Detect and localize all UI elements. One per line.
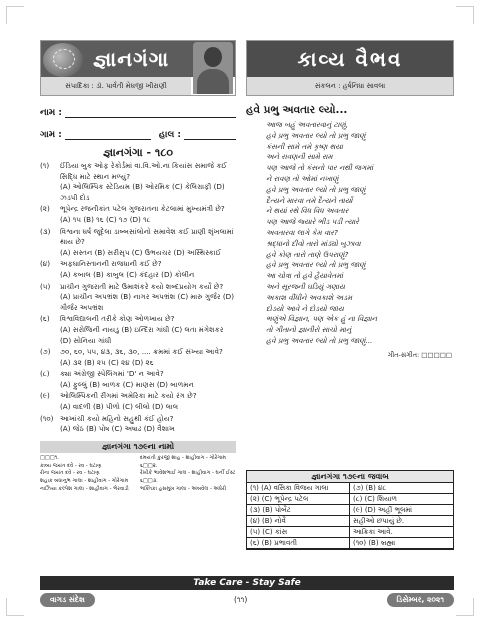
winners-list	[40, 455, 236, 494]
question-options: (A) સરોજિની નાયડુ (B) ઇન્દિરા ગાંધી (C) લતા મંગેશકર (D) સોનિયા ગાંધી	[60, 324, 224, 345]
question-number: (૧)	[40, 161, 50, 170]
winner-name: ભક્તિકા હસમુખ ગાલા - અંબવેલ - અંધેરી	[140, 486, 227, 493]
poem-title: હવે પ્રભુ અવતાર લ્યો...	[246, 104, 348, 116]
question-text: ક્યા અંગ્રેજી સ્પેલિંગમાં 'D' ન આવે?	[60, 369, 164, 379]
question-options: (A) ૩૨ (B) ૨૫ (C) ૨૪ (D) ૨૬	[60, 357, 154, 367]
gnanganga-title: જ્ઞાનગંગા	[93, 47, 170, 71]
question-text: અફઘાનિસ્તાનની રાજધાની કઈ છે?	[60, 259, 162, 269]
poem-line: કંસની સામે તમે કૃષ્ણ થયા	[266, 141, 343, 151]
poem-body	[266, 120, 454, 347]
question-options: (A) કબાલ (B) કાબુલ (C) કંદહાર (D) કોલીન	[60, 269, 195, 279]
question-options: (A) પ્રાચીન અપભ્રંશ (B) નાગર અપભ્રંશ (C) મારુ ગુર્જર (D) ગૌર્જર અપભ્રંશ	[60, 292, 235, 312]
poem-line: પણ આજે જ્યારે ભીડ પડી ત્યારે	[266, 217, 359, 227]
question-item	[40, 161, 236, 203]
poem-line: ને રાવણ તો ઓમાં નખાણું	[266, 173, 339, 183]
answer-cell: (૧૦) (B) બ્રહ્મા	[350, 538, 453, 549]
magazine-name: વાગડ સંદેશ	[40, 593, 95, 607]
answer-cell: (૮) (C) શિયાળ	[350, 494, 453, 505]
poem-line: આ ચોત્રા તો હવે હૈયાવેતમાં	[266, 271, 343, 281]
answer-cell: (૭) (B) ૪૮	[350, 483, 453, 494]
compiler-credit: સંકલન : હર્ષનિધા સાવલા	[247, 77, 453, 95]
question-item	[40, 227, 236, 259]
answer-cell: (૫) (C) કાંસ	[247, 527, 350, 538]
question-options: (A) સસ્તન (B) સરીસૃપ (C) ઉભયચર (D) અસ્થિસ્કાઈ	[60, 247, 222, 257]
question-item	[40, 414, 236, 435]
answer-key-title: જ્ઞાનગંગા ૧૭૯ના જવાબ	[247, 471, 453, 483]
poem-line: અને સૂરજની ઘડિયું ગણાય	[266, 281, 345, 291]
kavya-banner	[246, 40, 454, 96]
question-number: (૪)	[40, 259, 51, 269]
poem-line: હવે પ્રભુ અવતાર લ્યો તો પ્રભુ જાણું...	[266, 335, 373, 345]
question-number: (૯)	[40, 391, 50, 401]
quiz-column	[40, 40, 236, 494]
question-item	[40, 391, 236, 412]
page-number: (૧૧)	[234, 595, 248, 604]
song-credit: ગીત-સંગીત: □□□□□	[387, 350, 452, 359]
answer-cell: (૯) (D) અહીં ભૂલમાં	[350, 505, 453, 516]
question-text: વિશ્વવિદ્યાલની તરીકે કોણ ઓળખાય છે?	[60, 314, 175, 324]
slogan-bar: Take Care - Stay Safe	[40, 576, 454, 590]
page-footer	[40, 592, 454, 608]
question-item	[40, 282, 236, 314]
poem-line: દોડયો આવે ને દોડયો જાય	[266, 303, 344, 313]
winner-name: રીના જયંત દવે - રવ - ઘટાણ	[40, 470, 100, 477]
answer-cell: (૬) (B) પ્રભાવતી	[247, 538, 350, 549]
kavya-title: કાવ્ય વૈભવ	[297, 47, 403, 71]
question-options: (A) ઓલિમ્પિક સ્ટેડિયમ (B) ઓરમિક (C) કેલિગ્રાફી (D) ઝડપી દોડ	[60, 182, 225, 202]
poem-line: પણ આજે તો કંસનો પાર નથી જગમાં	[266, 163, 374, 173]
question-text: ઓલિમ્પિકની રીંગમાં અમેરિકા માટે કયો રંગ છે?	[60, 391, 197, 401]
winner-name: નાઝિયા કલ્પેશ ગાલા - શાહીવાગ - ભેરવાડી	[40, 486, 129, 493]
winner-name: શહાક બધાનુભ ગાલા - શાહીવાગ - ગોરેગામ	[40, 478, 129, 485]
winners-header: જ્ઞાનગંગા ૧૭૯ના નામો	[40, 441, 236, 453]
corner-mark	[456, 598, 474, 616]
answer-key-box	[246, 470, 454, 550]
winner-name: ૬□□૩.	[140, 478, 158, 485]
answer-cell: (૩) (B) પોર્બેટ	[247, 505, 350, 516]
answer-cell: આક્રિકા આવે.	[350, 527, 453, 538]
poem-line: અને રાવણની સામે રામ	[266, 152, 333, 162]
poem-line: હવે પ્રભુ અવતાર લ્યો તો પ્રભુ જાણું	[266, 260, 366, 270]
editor-portrait	[193, 42, 233, 94]
question-options: (A) ૧૫ (B) ૧૬ (C) ૧૭ (D) ૧૮	[60, 214, 151, 224]
poem-line: દૈત્યને મારવા તમે દૈત્યને તાર્યો	[266, 195, 353, 205]
corner-mark	[6, 6, 24, 24]
question-item	[40, 314, 236, 346]
corner-mark	[456, 6, 474, 24]
issue-date: ડિસેમ્બર, ૨૦૨૧	[387, 593, 454, 607]
answer-cell: (૪) (B) નોર્વે	[247, 516, 350, 527]
question-text: ભૂપેન્દ્ર રજનીકાંત પટેલ ગુજરાતના કેટલામાં મુખ્યમંત્રી છે?	[60, 204, 225, 214]
poem-line: શ્રદ્ધાનો દીવો તારો માંડ્યો બુઝાવા	[266, 238, 361, 248]
question-text: ઈંડિયા બુક ઓફ રેકોર્ડમાં વા.વિ.ઓ.ના કિયાંસ સમાજે કઈ સિદ્ધિ માટે સ્થાન મળ્યું?	[60, 161, 227, 181]
editor-credit: સંપાદિકા : ડૉ. પાર્વતી મેઘજી ખીરાણી	[41, 77, 191, 95]
corner-mark	[6, 598, 24, 616]
question-text: વિશ્વના ઘર્ષ જૂદેલા ડાબ્બસાંલોનો સમાવેશ કઈ પ્રાણી શૃંખલામાં થાય છે?	[60, 226, 234, 247]
question-item	[40, 369, 236, 390]
village-address-field[interactable]: ગામ : હાલ :	[40, 126, 236, 140]
poem-line: અકાશ વીંધીને અવકાશે અડમ	[266, 292, 353, 302]
question-number: (૫)	[40, 281, 51, 291]
answer-cell: (૨) (C) ભૂપેન્દ્ર પટેલ	[247, 494, 350, 505]
brain-icon	[43, 43, 83, 77]
question-number: (૩)	[40, 226, 51, 236]
poem-line: આજ બહું અવતારવાનું ટાણું,	[266, 120, 349, 129]
question-item	[40, 259, 236, 280]
answer-cell: સહીઓ છપાયું છે.	[350, 516, 453, 527]
winner-name: રેખીકે ભાવેશભાઈ ગાલ - શાહીવાગ - ઘર્ની ઈસ્ટ	[140, 470, 236, 477]
question-number: (૧૦)	[40, 413, 54, 423]
question-item	[40, 347, 236, 368]
question-number: (૬)	[40, 314, 50, 324]
winner-name: ૬□□૨.	[140, 462, 158, 469]
poem-line: હવે પ્રભુ અવતાર લ્યો તો પ્રભુ જાણું	[266, 184, 366, 194]
question-options: (A) ફુલ્લું (B) બાળક (C) માણસ (D) બાળમન	[60, 379, 194, 389]
winner-name: દમયંતી કુરજી શાહ - શાહીવાગ - ગોરેગામ	[140, 454, 227, 461]
gnanganga-banner	[40, 40, 236, 96]
name-field[interactable]: નામ :	[40, 104, 236, 118]
poem-line: હવે કોણ તારો તાણે ઉપરાણું?	[266, 249, 349, 259]
question-text: ૭૦, ૬૦, ૫૫, ૪૩, ૩૬, ૩૦, .... ક્રમમાં કઈ સંખ્યા આવે?	[60, 347, 223, 357]
question-number: (૭)	[40, 347, 51, 357]
question-options: (A) વાદળી (B) પીળો (C) લીલો (D) લાલ	[60, 402, 179, 412]
winner-name: કાવ્ય જયંત દવે - રવ - ઘટાણ	[40, 462, 102, 469]
poem-line: અવતારવા લાગે કેમ વાર?	[266, 227, 338, 237]
question-number: (૮)	[40, 369, 50, 379]
poem-line: ને થયાં રથે વિધ વિધ અવતાર	[266, 206, 349, 216]
winner-name: □□□૧.	[40, 454, 59, 461]
question-text: આખાંચી કયો મહિનો સહુથી કંઈ હોય?	[60, 413, 174, 423]
question-item	[40, 204, 236, 225]
question-options: (A) જેઠ (B) પોષ (C) અષાઢ (D) વૈશાખ	[60, 424, 175, 434]
poem-column	[246, 40, 454, 360]
quiz-title: જ્ઞાનગંગા - ૧૮૦	[103, 146, 173, 159]
question-number: (૨)	[40, 204, 50, 214]
answer-key-grid	[247, 483, 453, 549]
poem-line: તો ગીતાનો જ્ઞાનીરો સાચો માનું	[266, 325, 352, 335]
question-list	[40, 161, 236, 435]
poem-line: હવે પ્રભુ અવતાર લ્યો તો પ્રભુ જાણું	[266, 130, 366, 140]
answer-cell: (૧) (A) વસિકા વિજય ગાલા	[247, 483, 350, 494]
question-text: પ્રાચીન ગુજરાતી માટે ઉમાશંકરે કયો શબ્દપ્રયોગ કર્યો છે?	[60, 281, 224, 291]
poem-line: ભણુંએ વિજ્ઞાન, પણ એક હું ના વિજ્ઞાન	[266, 314, 377, 324]
